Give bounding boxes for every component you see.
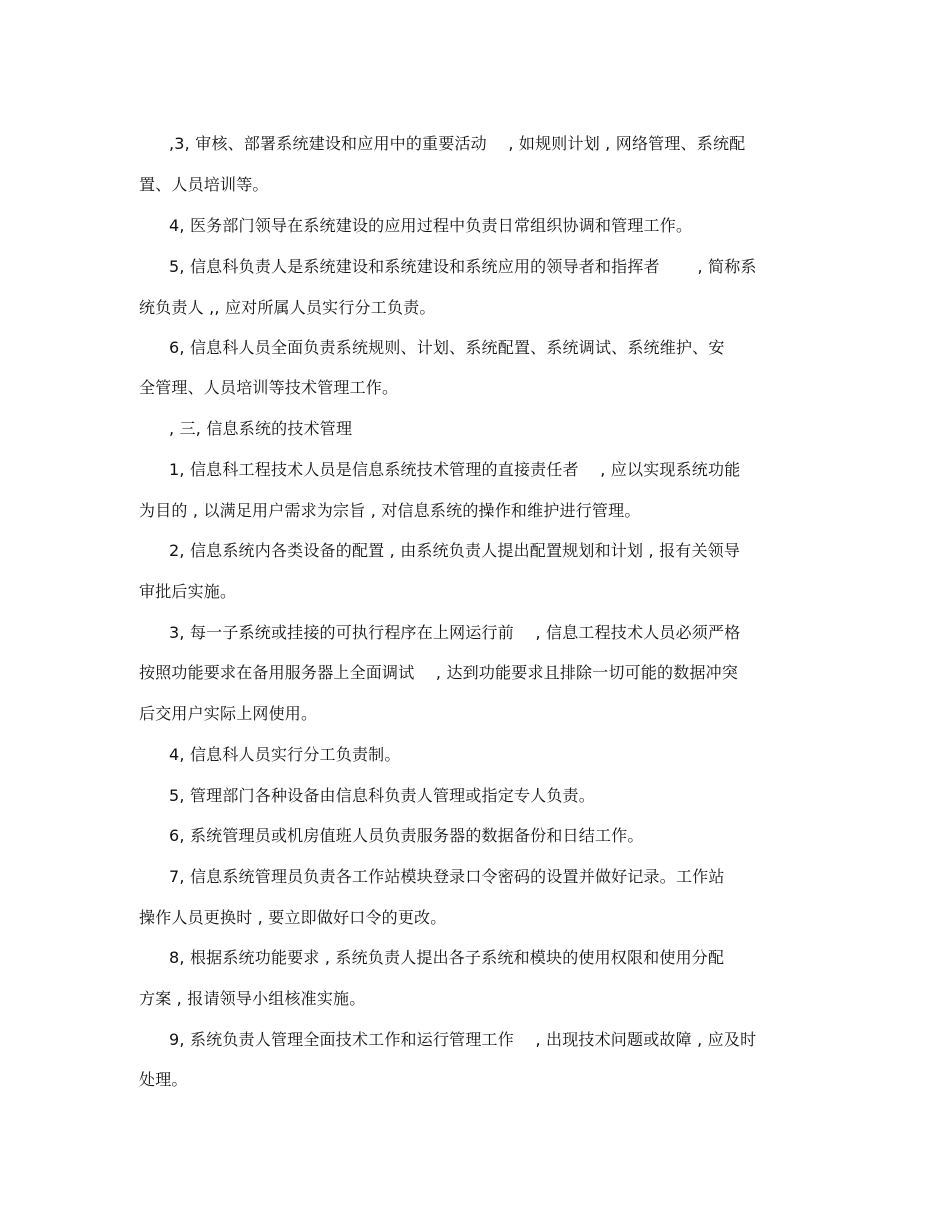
- text-line: 为目的 , 以满足用户需求为宗旨 , 对信息系统的操作和维护进行管理。: [139, 501, 641, 520]
- text-line: 操作人员更换时 , 要立即做好口令的更改。: [139, 908, 447, 927]
- text-line: 8, 根据系统功能要求 , 系统负责人提出各子系统和模块的使用权限和使用分配: [169, 948, 725, 967]
- text-line: 处理。: [139, 1070, 188, 1089]
- text-line: 5, 管理部门各种设备由信息科负责人管理或指定专人负责。: [169, 786, 595, 805]
- text-line: 方案 , 报请领导小组核准实施。: [139, 989, 366, 1008]
- text-line: ,3, 审核、部署系统建设和应用中的重要活动 , 如规则计划 , 网络管理、系统配: [169, 134, 746, 153]
- text-line: 5, 信息科负责人是系统建设和系统建设和系统应用的领导者和指挥者 , 简称系: [169, 257, 757, 276]
- text-line: 置、人员培训等。: [139, 175, 269, 194]
- section-heading: , 三, 信息系统的技术管理: [169, 419, 353, 438]
- text-line: 3, 每一子系统或挂接的可执行程序在上网运行前 , 信息工程技术人员必须严格: [169, 623, 741, 642]
- text-line: 1, 信息科工程技术人员是信息系统技术管理的直接责任者 , 应以实现系统功能: [169, 460, 741, 479]
- text-line: 审批后实施。: [139, 582, 237, 601]
- text-line: 7, 信息系统管理员负责各工作站模块登录口令密码的设置并做好记录。工作站: [169, 867, 725, 886]
- text-line: 9, 系统负责人管理全面技术工作和运行管理工作 , 出现技术问题或故障 , 应及时: [169, 1030, 757, 1049]
- text-line: 4, 信息科人员实行分工负责制。: [169, 745, 401, 764]
- text-line: 全管理、人员培训等技术管理工作。: [139, 378, 399, 397]
- text-line: 4, 医务部门领导在系统建设的应用过程中负责日常组织协调和管理工作。: [169, 216, 693, 235]
- text-line: 统负责人 ,, 应对所属人员实行分工负责。: [139, 298, 436, 317]
- text-line: 按照功能要求在备用服务器上全面调试 , 达到功能要求且排除一切可能的数据冲突: [139, 663, 739, 682]
- text-line: 后交用户实际上网使用。: [139, 704, 318, 723]
- text-line: 6, 信息科人员全面负责系统规则、计划、系统配置、系统调试、系统维护、安: [169, 338, 725, 357]
- text-line: 2, 信息系统内各类设备的配置 , 由系统负责人提出配置规划和计划 , 报有关领导: [169, 541, 741, 560]
- text-line: 6, 系统管理员或机房值班人员负责服务器的数据备份和日结工作。: [169, 826, 644, 845]
